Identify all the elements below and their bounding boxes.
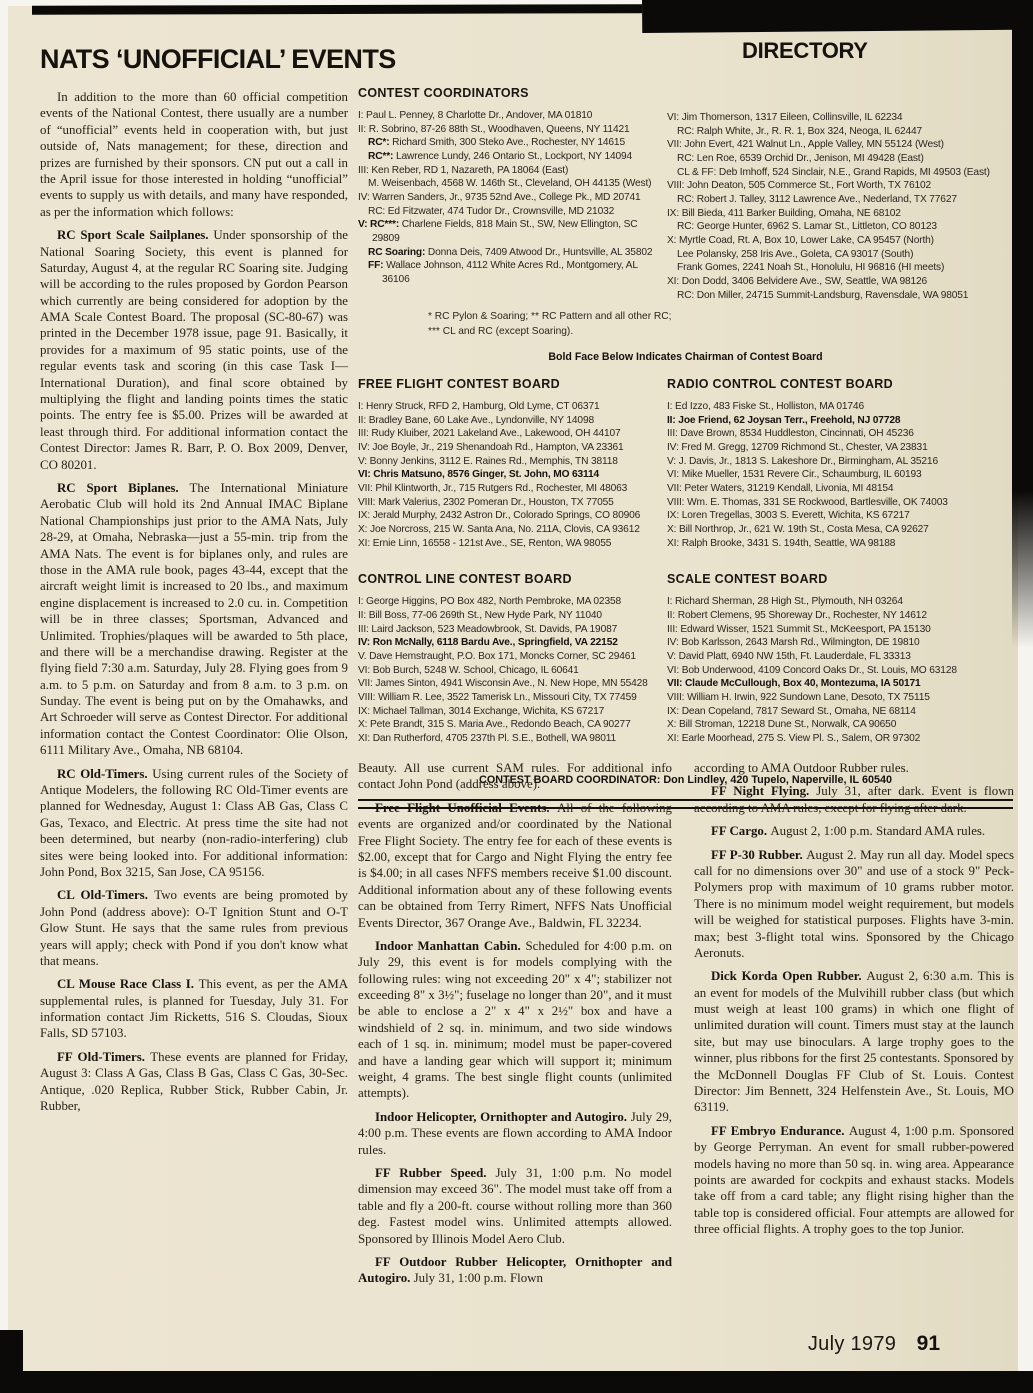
paragraph-lead: FF Cargo. <box>711 824 771 839</box>
entry-label: RC: <box>677 125 697 137</box>
directory-entry: VI: Jim Thomerson, 1317 Eileen, Collinsville, IL 62234 <box>667 112 903 123</box>
entry-label: CL & FF: <box>677 166 719 178</box>
entry-label: XI: <box>667 276 682 288</box>
entry-label: II: <box>358 414 369 426</box>
directory-entry: V: J. Davis, Jr., 1813 S. Lakeshore Dr., Birmingham, AL 35216 <box>667 455 938 467</box>
contest-board-section <box>667 572 1013 745</box>
entry-label: X: <box>667 719 680 731</box>
paragraph-lead: FF P-30 Rubber. <box>711 847 807 862</box>
contest-board-section <box>358 377 655 550</box>
contest-board-section <box>667 377 1013 550</box>
directory-entry: VIII: Mark Valerius, 2302 Pomeran Dr., Houston, TX 77055 <box>358 496 614 508</box>
entry-label: VI: <box>667 664 682 676</box>
contest-coordinators-list <box>358 109 1013 302</box>
directory-entry: XI: Dan Rutherford, 4705 237th Pl. S.E., Bothell, WA 98011 <box>358 733 617 745</box>
directory-entry: Lee Polansky, 258 Iris Ave., Goleta, CA 93017 (South) <box>677 248 914 260</box>
footnote-line: *** CL and RC (except Soaring). <box>428 325 574 337</box>
directory-entry: II: Bill Boss, 77-06 269th St., New Hyde Park, NY 11040 <box>358 610 602 622</box>
directory-entry: IX: Michael Tallman, 3014 Exchange, Wichita, KS 67217 <box>358 705 605 717</box>
directory-entry: III: Rudy Kluiber, 2021 Lakeland Ave., Lakewood, OH 44107 <box>358 428 621 440</box>
directory-entry: II: Joe Friend, 62 Joysan Terr., Freehold, NJ 07728 <box>667 414 901 426</box>
entry-label: VIII: <box>358 496 379 508</box>
board-heading: FREE FLIGHT CONTEST BOARD <box>358 376 560 391</box>
entry-label: VIII: <box>358 692 379 704</box>
entry-label: VI: <box>667 112 682 123</box>
board-heading: RADIO CONTROL CONTEST BOARD <box>667 376 893 391</box>
paragraph: CL Mouse Race Class I. This event, as per the AMA supplemental rules, is planned for Tuesday, July 31. For information contact Jim Ricketts, 516 S. Cloudas, Sioux Falls, SD 57103. <box>40 977 348 1041</box>
entry-label: FF: <box>368 260 387 272</box>
directory-entry: I: Henry Struck, RFD 2, Hamburg, Old Lyme, CT 06371 <box>358 400 600 412</box>
paragraph: Free Flight Unofficial Events. All of the following events are organized and/or coordinated by the National Free Flight Society. The entry fee for each of these events is $2.00, except that for Cargo and Night Flying the entry fee is $4.00; in all cases NFFS members receive $1.00 discount. Additional information about any of these following events can be obtained from Terry Rimert, NFFS Nats Unofficial Events Director, 367 Orange Ave., Baldwin, FL 32234. <box>358 800 672 930</box>
entry-label: XI: <box>358 733 373 745</box>
coordinators-right-column <box>667 109 1013 302</box>
directory-entry: VII: James Sinton, 4941 Wisconsin Ave., N. New Hope, MN 55428 <box>358 678 648 690</box>
directory-entry: V: Bonny Jenkins, 3112 E. Raines Rd., Memphis, TN 38118 <box>358 455 618 467</box>
entry-label: VIII: <box>667 496 688 508</box>
entry-label: VII: <box>667 483 685 494</box>
board-heading: SCALE CONTEST BOARD <box>667 572 828 587</box>
directory-entry: RC: Robert J. Talley, 3112 Lawrence Ave., Nederland, TX 77627 <box>677 194 957 206</box>
directory-entry: X: Pete Brandt, 315 S. Maria Ave., Redondo Beach, CA 90277 <box>358 719 631 731</box>
directory-entry: IV: Warren Sanders, Jr., 9735 52nd Ave., College Pk., MD 20741 <box>358 192 641 204</box>
entry-label: III: <box>358 428 372 440</box>
entry-label: V: <box>667 455 679 467</box>
entry-label: RC: <box>677 194 697 206</box>
entry-label: II: <box>358 610 369 622</box>
paragraph-lead: FF Night Flying. <box>711 784 817 799</box>
scan-artifact-right <box>1012 18 1033 648</box>
entry-label: III: <box>358 164 372 176</box>
directory-entry: VII: Claude McCullough, Box 40, Montezuma, IA 50171 <box>667 678 921 690</box>
directory-entry: VII: Phil Klintworth, Jr., 715 Rutgers Rd., Rochester, MI 48063 <box>358 483 628 494</box>
directory-entry: IX: Bill Bieda, 411 Barker Building, Omaha, NE 68102 <box>667 207 901 219</box>
entry-label: VIII: <box>667 692 688 704</box>
directory-entry: X: Bill Stroman, 12218 Dune St., Norwalk, CA 90650 <box>667 719 897 731</box>
contest-board-section <box>358 572 655 745</box>
directory-entry: II: Robert Clemens, 95 Shoreway Dr., Rochester, NY 14612 <box>667 610 927 622</box>
directory-entry: M. Weisenbach, 4568 W. 146th St., Cleveland, OH 44135 (West) <box>368 178 652 190</box>
directory-entry: VI: Mike Mueller, 1531 Revere Cir., Schaumburg, IL 60193 <box>667 469 922 481</box>
entry-label: V. <box>358 651 370 663</box>
scan-artifact-top-right <box>642 0 1033 33</box>
paragraph: Indoor Manhattan Cabin. Scheduled for 4:00 p.m. on July 29, this event is for models complying with the following rules: wing not exceeding 20" x 4"; stabilizer not exceeding 8" x 3½"; fuselage no longer than 20", and it must be able to enclose a 2" x 4" x 2½" box and have a windshield of 2 sq. in. minimum, and two side windows each of 1 sq. in. minimum; model must be paper-covered and have a landing gear which will support it; minimum weight, 4 grams. The best single flight counts (unlimited attempts). <box>358 938 673 1101</box>
directory-entry: III: Laird Jackson, 523 Meadowbrook, St. Davids, PA 19087 <box>358 623 618 635</box>
directory-entry: VI: Bob Burch, 5248 W. School, Chicago, IL 60641 <box>358 664 579 676</box>
scan-artifact-bottom-left <box>0 1330 23 1393</box>
directory-section <box>358 38 1013 809</box>
directory-entry: VIII: John Deaton, 505 Commerce St., Fort Worth, TX 76102 <box>667 180 932 192</box>
entry-label: I: <box>358 400 367 412</box>
directory-entry: VI: Chris Matsuno, 8576 Ginger, St. John, MO 63114 <box>358 469 600 481</box>
paragraph-lead: Dick Korda Open Rubber. <box>711 969 867 984</box>
entry-label: II: <box>667 414 679 426</box>
directory-entry: RC: Len Roe, 6539 Orchid Dr., Jenison, MI 49428 (East) <box>677 153 924 165</box>
directory-entry: V: RC***: Charlene Fields, 818 Main St., SW, New Ellington, SC 29809 <box>358 219 638 245</box>
entry-label: II: <box>667 610 678 622</box>
entry-label: RC: <box>677 153 697 165</box>
entry-label: VII: <box>667 139 685 151</box>
directory-entry: IX: Dean Copeland, 7817 Seward St., Omaha, NE 68114 <box>667 705 916 717</box>
directory-entry: I: Ed Izzo, 483 Fiske St., Holliston, MA 01746 <box>667 400 864 412</box>
paragraph: RC Old-Timers. Using current rules of the Society of Antique Modelers, the following RC Old-Timer events are planned for Wednesday, August 1: Class AB Gas, Class C Gas, Texaco, and Electric. At press time the site had not been determined, but nearby (non-radio-interfering) club sites were being looked into. For additional information: John Pond, Box 3215, San Jose, CA 95156. <box>40 766 348 879</box>
directory-entry: IV: Ron McNally, 6118 Bardu Ave., Springfield, VA 22152 <box>358 637 618 649</box>
directory-title: DIRECTORY <box>742 38 868 63</box>
directory-entry: RC: Ralph White, Jr., R. R. 1, Box 324, Neoga, IL 62447 <box>677 125 923 137</box>
paragraph-lead: Free Flight Unofficial Events. <box>375 800 557 815</box>
contest-board-coordinator-line: CONTEST BOARD COORDINATOR: Don Lindley, 420 Tupelo, Naperville, IL 60540 <box>479 773 892 786</box>
article-continuation <box>358 760 1014 1294</box>
entry-label: X: <box>667 235 680 247</box>
entry-label: I: <box>667 596 676 608</box>
directory-entry: II: R. Sobrino, 87-26 88th St., Woodhaven, Queens, NY 11421 <box>358 123 630 135</box>
directory-entry: RC: George Hunter, 6962 S. Lamar St., Littleton, CO 80123 <box>677 221 937 233</box>
paragraph-lead: CL Mouse Race Class I. <box>57 977 199 992</box>
directory-entry: RC: Ed Fitzwater, 474 Tudor Dr., Crownsville, MD 21032 <box>368 205 615 217</box>
entry-label: IX: <box>358 510 373 522</box>
directory-entry: VII: John Evert, 421 Walnut Ln., Apple Valley, MN 55124 (West) <box>667 139 944 151</box>
footer-page-number: 91 <box>916 1332 940 1355</box>
paragraph-lead: FF Rubber Speed. <box>375 1165 496 1180</box>
paragraph: FF Outdoor Rubber Helicopter, Ornithopter and Autogiro. July 31, 1:00 p.m. Flown <box>358 1254 672 1286</box>
entry-label: VIII: <box>667 180 688 192</box>
directory-entry: VII: Peter Waters, 31219 Kendall, Livonia, MI 48154 <box>667 483 894 494</box>
entry-label: VI: <box>667 469 682 481</box>
paragraph-lead: FF Old-Timers. <box>57 1049 151 1064</box>
directory-entry: III: Dave Brown, 8534 Huddleston, Cincinnati, OH 45236 <box>667 428 914 440</box>
entry-label: VII: <box>667 678 685 690</box>
directory-entry: IX: Loren Tregellas, 3003 S. Everett, Wichita, KS 67217 <box>667 510 910 522</box>
paragraph: FF Cargo. August 2, 1:00 p.m. Standard AMA rules. <box>711 824 986 839</box>
directory-entry: X: Myrtle Coad, Rt. A, Box 10, Lower Lake, CA 95457 (North) <box>667 235 934 247</box>
entry-label: IV: <box>358 192 373 204</box>
directory-entry: CL & FF: Deb Imhoff, 524 Sinclair, N.E., Grand Rapids, MI 49503 (East) <box>677 166 990 178</box>
directory-entry: RC*: Richard Smith, 300 Steko Ave., Rochester, NY 14615 <box>368 137 625 149</box>
entry-label: I: <box>667 400 676 412</box>
entry-label: RC Soaring: <box>368 246 428 258</box>
directory-entry: XI: Ernie Linn, 16558 - 121st Ave., SE, Renton, WA 98055 <box>358 537 612 549</box>
entry-label: IX: <box>358 705 373 717</box>
directory-entry: FF: Wallace Johnson, 4112 White Acres Rd., Montgomery, AL 36106 <box>368 260 638 286</box>
coordinators-left-column <box>358 109 655 302</box>
paragraph-lead: FF Embryo Endurance. <box>711 1123 849 1138</box>
directory-entry: V. Dave Hemstraught, P.O. Box 171, Moncks Corner, SC 29461 <box>358 651 636 663</box>
entry-label: VII: <box>358 483 376 494</box>
directory-entry: VIII: William R. Lee, 3522 Tamerisk Ln., Missouri City, TX 77459 <box>358 692 637 704</box>
entry-label: IX: <box>667 705 682 717</box>
coordinators-footnotes <box>358 310 1013 339</box>
entry-label: IV: <box>667 637 682 649</box>
scan-artifact-bottom <box>0 1371 1033 1393</box>
chairman-note: Bold Face Below Indicates Chairman of Contest Board <box>548 350 823 363</box>
footer-issue-date: July 1979 <box>807 1333 897 1355</box>
entry-label: II: <box>358 123 369 135</box>
paragraph: CL Old-Timers. Two events are being promoted by John Pond (address above): O-T Ignition Stunt and O-T Glow Stunt. He says that the same rules from previous years will apply; check with Pond if you don't know what that means. <box>40 888 348 968</box>
paragraph-lead: FF Outdoor Rubber Helicopter, Ornithopter and Autogiro. <box>358 1254 672 1286</box>
directory-entry: IV: Joe Boyle, Jr., 219 Shenandoah Rd., Hampton, VA 23361 <box>358 441 624 453</box>
entry-label: IV: <box>667 441 682 453</box>
paragraph: FF Embryo Endurance. August 4, 1:00 p.m. Sponsored by George Perryman. An event for small rubber-powered models having no more than 50 sq. in. wing area. Appearance points are awarded for cockpits and exhaust stacks. Models take off from a card table; any flight rising higher than the table top is considered official. Four attempts are allowed for three official flights. A trophy goes to the top Junior. <box>694 1123 1014 1237</box>
entry-label: III: <box>667 428 681 440</box>
directory-entry: X: Bill Northrop, Jr., 621 W. 19th St., Costa Mesa, CA 92627 <box>667 524 929 536</box>
entry-label: V: <box>667 651 679 663</box>
article-title: NATS ‘UNOFFICIAL’ EVENTS <box>40 44 396 74</box>
entry-label: XI: <box>358 537 373 549</box>
directory-entry: I: Paul L. Penney, 8 Charlotte Dr., Andover, MA 01810 <box>358 110 593 121</box>
paragraph: FF P-30 Rubber. August 2. May run all day. Model specs call for no dimensions over 30" and use of a stock 9" Peck-Polymers prop with maximum of 10 grams rubber motor. There is no minimum model weight requirement, but models will be weighed for statistical purposes. Flights have 3-min. max; best 3-flight total wins. Sponsored by the Chicago Aeronuts. <box>694 847 1014 960</box>
directory-entry: X: Joe Norcross, 215 W. Santa Ana, No. 211A, Clovis, CA 93612 <box>358 524 640 536</box>
paragraph: Dick Korda Open Rubber. August 2, 6:30 a.m. This is an event for models of the Mulvihill rubber class (but which must weigh at least 100 grams) in which one flight of unlimited duration will count. Timers must stay at the launch site, but may use binoculars. A large trophy goes to the winner, plus ribbons for the first 25 contestants. Sponsored by the McDonnell Douglas FF Club of St. Louis. Contest Director: Jim Bennett, 324 Helfenstein Ave., St. Louis, MO 63119. <box>694 969 1014 1115</box>
directory-entry: VI: Bob Underwood, 4109 Concord Oaks Dr., St. Louis, MO 63128 <box>667 664 957 676</box>
paragraph: RC Sport Biplanes. The International Miniature Aerobatic Club will hold its 2nd Annual IMAC Biplane National Championships just prior to the AMA Nats, July 28-29, at Omaha, Nebraska—just a 55-min. trip from the AMA Nats. The event is for biplanes only, and rules are those in the AMA rule book, pages 43-44, except that the aircraft weight limit is increased to 20 lbs., and maximum engine displacement is increased to 2.0 cu. in. Competition will be in three classes; Sportsman, Advanced and Unlimited. Trophies/plaques will be awarded to 5th place, and there will be a merchandise drawing. Register at the flying field 7:30 a.m. Saturday, July 28. Flying goes from 9 a.m. to 5 p.m. on Saturday and from 8 a.m. to 3 p.m. on Sunday. The event is being put on by the Omahawks, and Art Schroeder will serve as Contest Director. For additional information contact the Contest Coordinator: Olie Olson, 6111 Military Ave., Omaha, NB 68104. <box>40 480 348 758</box>
entry-label: RC*: <box>368 137 393 149</box>
directory-entry: III: Edward Wisser, 1521 Summit St., McKeesport, PA 15130 <box>667 623 931 635</box>
entry-label: X: <box>667 524 680 536</box>
paragraph: FF Rubber Speed. July 31, 1:00 p.m. No model dimension may exceed 36". The model must take off from a table and fly a 200-ft. course without rolling more than 360 deg. Fastest model wins. Unlimited attempts allowed. Sponsored by Illinois Model Aero Club. <box>358 1165 672 1246</box>
paragraph: In addition to the more than 60 official competition events of the National Contest, there usually are a number of “unofficial” events held in cooperation with, but just outside of, Nats management; for these, direction and prizes are furnished by their sponsors. CN put out a call in the April issue for those interested in holding “unofficial” events to supply us with details, and many have responded, as per the information which follows: <box>40 90 348 219</box>
entry-label: RC: <box>677 221 697 233</box>
paragraph-lead: RC Sport Biplanes. <box>57 480 190 495</box>
scan-artifact-top <box>32 4 642 15</box>
entry-label: RC: <box>368 205 388 217</box>
entry-label: I: <box>358 596 367 608</box>
entry-label: VI: <box>358 469 374 481</box>
continuation-column-1 <box>358 760 672 1294</box>
directory-entry: VIII: William H. Irwin, 922 Sundown Lane, Desoto, TX 75115 <box>667 692 930 704</box>
entry-label: V: <box>358 455 370 467</box>
paragraph-lead: Indoor Helicopter, Ornithopter and Autogiro. <box>375 1109 631 1124</box>
paragraph: Indoor Helicopter, Ornithopter and Autogiro. July 29, 4:00 p.m. These events are flown according to AMA Indoor rules. <box>358 1109 673 1157</box>
paragraph: FF Night Flying. July 31, after dark. Event is flown according to AMA rules, except for flying after dark. <box>694 784 1014 815</box>
entry-label: IV: <box>358 637 373 649</box>
directory-entry: I: Richard Sherman, 28 High St., Plymouth, NH 03264 <box>667 596 903 608</box>
directory-entry: RC**: Lawrence Lundy, 246 Ontario St., Lockport, NY 14094 <box>368 151 633 163</box>
entry-label: VII: <box>358 678 376 690</box>
entry-label: XI: <box>667 733 682 745</box>
directory-entry: IX: Jerald Murphy, 2432 Astron Dr., Colorado Springs, CO 80906 <box>358 510 641 522</box>
continuation-column-2 <box>694 760 1014 1294</box>
article-body <box>40 89 348 1114</box>
paragraph-lead: Indoor Manhattan Cabin. <box>375 938 526 953</box>
paragraph-lead: CL Old-Timers. <box>57 888 155 903</box>
directory-entry: XI: Don Dodd, 3406 Belvidere Ave., SW, Seattle, WA 98126 <box>667 276 928 288</box>
directory-entry: XI: Ralph Brooke, 3431 S. 194th, Seattle, WA 98188 <box>667 537 896 549</box>
entry-label: IX: <box>667 510 682 522</box>
directory-entry: III: Ken Reber, RD 1, Nazareth, PA 18064 (East) <box>358 164 569 176</box>
entry-label: XI: <box>667 537 682 549</box>
entry-label: X: <box>358 524 371 536</box>
directory-entry: I: George Higgins, PO Box 482, North Pembroke, MA 02358 <box>358 596 621 608</box>
directory-entry: V: David Platt, 6940 NW 15th, Ft. Lauderdale, FL 33313 <box>667 651 911 663</box>
paragraph-lead: RC Old-Timers. <box>57 766 153 781</box>
entry-label: VI: <box>358 664 373 676</box>
paragraph: according to AMA Outdoor Rubber rules. <box>694 761 909 775</box>
contest-boards <box>358 377 1013 768</box>
directory-entry: IV: Fred M. Gregg, 12709 Richmond St., Chester, VA 23831 <box>667 441 928 453</box>
entry-label: I: <box>358 110 367 121</box>
entry-label: IX: <box>667 207 682 219</box>
directory-entry: VIII: Wm. E. Thomas, 331 SE Rockwood, Bartlesville, OK 74003 <box>667 496 948 508</box>
paragraph: FF Old-Timers. These events are planned for Friday, August 3: Class A Gas, Class B Gas, Class C Gas, 30-Sec. Antique, .020 Replica, Rubber Stick, Rubber Cabin, Jr. Rubber, <box>40 1049 349 1114</box>
directory-entry: RC Soaring: Donna Deis, 7409 Atwood Dr., Huntsville, AL 35802 <box>368 246 653 258</box>
directory-entry: XI: Earle Moorhead, 275 S. View Pl. S., Salem, OR 97302 <box>667 733 921 745</box>
directory-entry: RC: Don Miller, 24715 Summit-Landsburg, Ravensdale, WA 98051 <box>677 289 969 301</box>
entry-label: RC**: <box>368 151 396 163</box>
entry-label: V: RC***: <box>358 219 402 231</box>
entry-label: IV: <box>358 441 373 453</box>
contest-coordinators-heading: CONTEST COORDINATORS <box>358 86 529 100</box>
entry-label: RC: <box>677 289 697 301</box>
directory-entry: IV: Bob Karlsson, 2643 Marsh Rd., Wilmington, DE 19810 <box>667 637 920 649</box>
directory-entry: II: Bradley Bane, 60 Lake Ave., Lyndonville, NY 14098 <box>358 414 594 426</box>
paragraph-lead: RC Sport Scale Sailplanes. <box>57 228 214 243</box>
entry-label: III: <box>358 623 372 635</box>
entry-label: X: <box>358 719 371 731</box>
paragraph: Beauty. All use current SAM rules. For additional info contact John Pond (address above). <box>358 761 672 792</box>
directory-entry: Frank Gomes, 2241 Noah St., Honolulu, HI 96816 (HI meets) <box>677 262 945 274</box>
entry-label: III: <box>667 623 681 635</box>
page-footer <box>650 1332 940 1356</box>
paragraph: RC Sport Scale Sailplanes. Under sponsorship of the National Soaring Society, this event is planned for Saturday, August 4, at the regular RC Soaring site. Judging will be according to the rules proposed by Gordon Pearson which currently are being considered for adoption by the AMA Scale Contest Board. The proposal (SC-80-67) was printed in the December 1978 issue, page 91. Basically, it provides for a maximum of 95 static points, use of the regular events task and scoring (in this case Task I—International Duration), and final score obtained by multiplying the flight and landing points times the static points. The entry fee is $5.00. Prizes will be awarded at least through third. For additional information contact the Contest Director: James R. Barr, P. O. Box 2009, Denver, CO 80201. <box>40 228 348 472</box>
footnote-line: * RC Pylon & Soaring; ** RC Pattern and all other RC; <box>428 311 672 323</box>
board-heading: CONTROL LINE CONTEST BOARD <box>358 572 572 587</box>
